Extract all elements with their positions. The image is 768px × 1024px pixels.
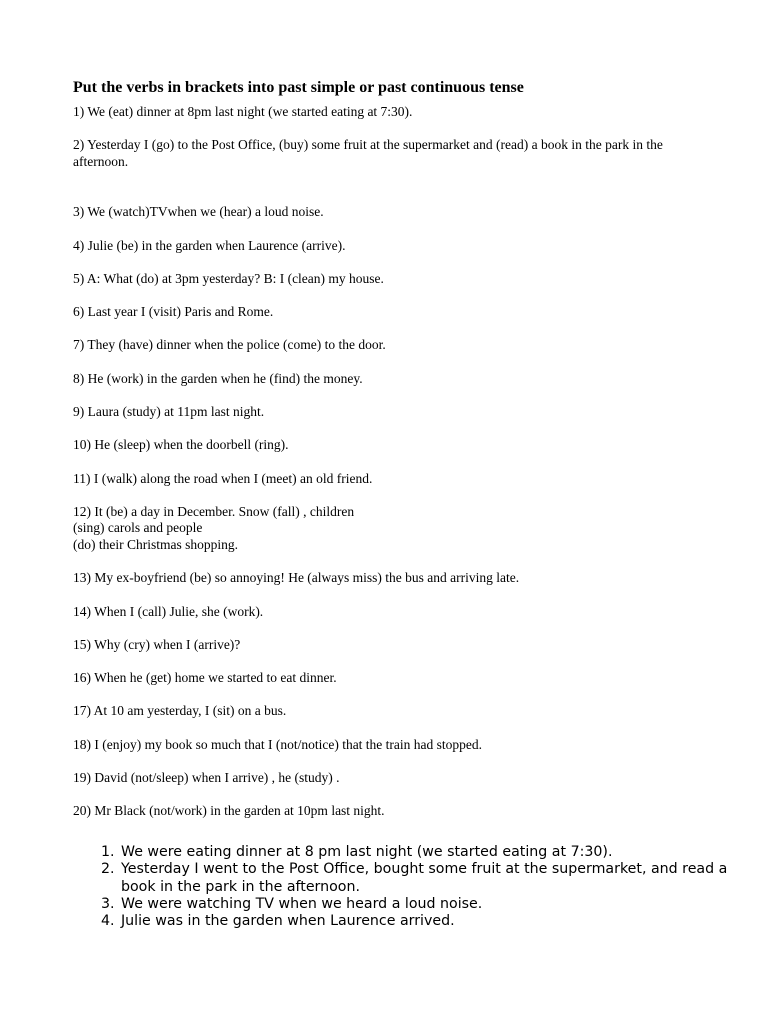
worksheet-title: Put the verbs in brackets into past simple or past continuous tense [73,79,524,96]
question-19: 19) David (not/sleep) when I arrive) , he (study) . [73,770,340,786]
question-12 [73,504,713,554]
question-12-line-2: (sing) carols and people [73,520,203,536]
question-12-line-1: 12) It (be) a day in December. Snow (fall) , children [73,503,355,519]
question-11: 11) I (walk) along the road when I (meet) an old friend. [73,470,373,486]
question-2: 2) Yesterday I (go) to the Post Office, (buy) some fruit at the supermarket and (read) a book in the park in the afternoon. [73,137,663,169]
question-10: 10) He (sleep) when the doorbell (ring). [73,437,289,453]
question-8: 8) He (work) in the garden when he (find) the money. [73,370,363,386]
question-14: 14) When I (call) Julie, she (work). [73,603,264,619]
question-5: 5) A: What (do) at 3pm yesterday? B: I (clean) my house. [73,270,384,286]
answer-3: 3. We were watching TV when we heard a loud noise. [119,896,739,913]
question-6: 6) Last year I (visit) Paris and Rome. [73,304,274,320]
answer-4: 4. Julie was in the garden when Laurence arrived. [119,913,739,930]
question-17: 17) At 10 am yesterday, I (sit) on a bus. [73,703,287,719]
question-7: 7) They (have) dinner when the police (come) to the door. [73,337,386,353]
answer-list [73,844,739,931]
question-20: 20) Mr Black (not/work) in the garden at 10pm last night. [73,803,385,819]
question-3: 3) We (watch)TVwhen we (hear) a loud noise. [73,204,324,220]
question-9: 9) Laura (study) at 11pm last night. [73,404,265,420]
answer-1: 1. We were eating dinner at 8 pm last night (we started eating at 7:30). [119,844,739,861]
question-18: 18) I (enjoy) my book so much that I (not/notice) that the train had stopped. [73,736,483,752]
question-12-line-3: (do) their Christmas shopping. [73,536,238,552]
worksheet-page [73,78,728,931]
answer-2: 2. Yesterday I went to the Post Office, bought some fruit at the supermarket, and read a book in the park in the afternoon. [119,861,739,896]
question-15: 15) Why (cry) when I (arrive)? [73,636,241,652]
question-list [73,104,713,820]
question-16: 16) When he (get) home we started to eat dinner. [73,670,337,686]
question-1: 1) We (eat) dinner at 8pm last night (we started eating at 7:30). [73,104,413,119]
question-13: 13) My ex-boyfriend (be) so annoying! He (always miss) the bus and arriving late. [73,570,520,586]
question-4: 4) Julie (be) in the garden when Laurence (arrive). [73,237,346,253]
